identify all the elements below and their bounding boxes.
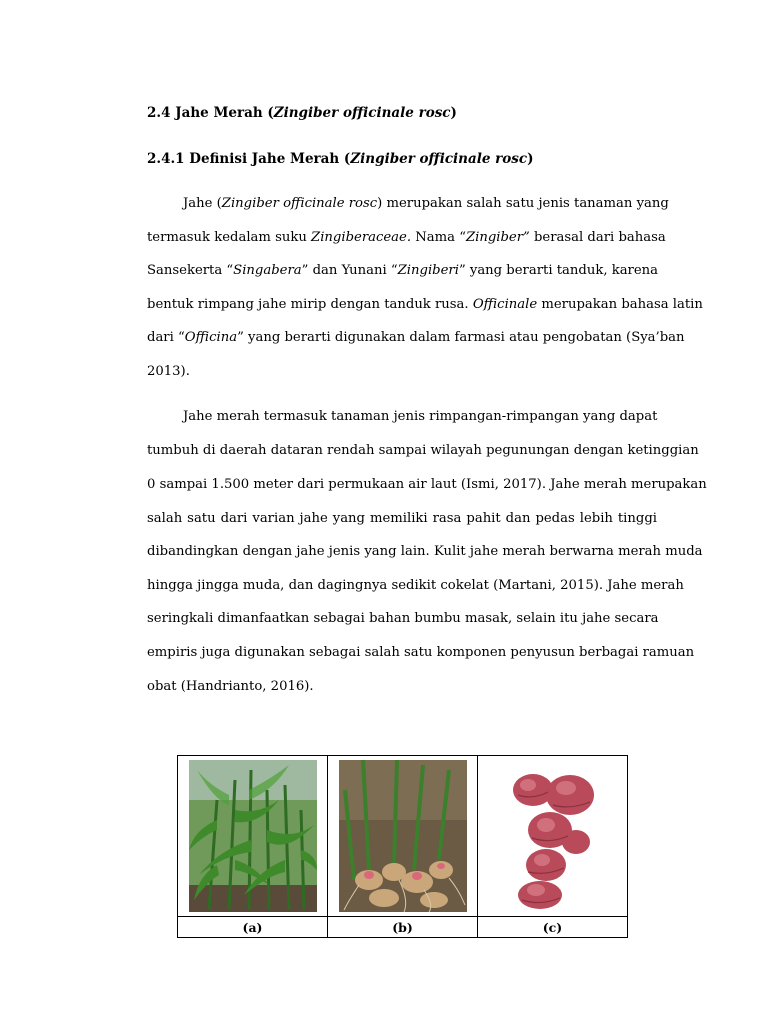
section-number: 2.4 xyxy=(147,105,171,121)
subsection-heading: 2.4.1 Definisi Jahe Merah (Zingiber officinale rosc) xyxy=(147,151,534,167)
figure-cell-c xyxy=(478,756,628,917)
paragraph-2-line: dibandingkan dengan jahe jenis yang lain. Kulit jahe merah berwarna merah muda xyxy=(147,544,703,559)
ginger-rhizome-in-soil-image xyxy=(339,760,467,912)
paragraph-1-line: Sansekerta “Singabera” dan Yunani “Zingiberi” yang berarti tanduk, karena xyxy=(147,263,659,278)
paragraph-1-line: 2013). xyxy=(147,364,190,379)
figure-caption-a: (a) xyxy=(178,917,328,938)
paragraph-1-line: termasuk kedalam suku Zingiberaceae. Nama “Zingiber” berasal dari bahasa xyxy=(147,230,666,245)
red-ginger-rhizome-image xyxy=(498,760,608,912)
figure-table xyxy=(177,755,628,938)
subsection-title: Definisi Jahe Merah xyxy=(189,151,340,167)
figure-caption-b: (b) xyxy=(328,917,478,938)
paragraph-2-line: hingga jingga muda, dan dagingnya sedikit cokelat (Martani, 2015). Jahe merah xyxy=(147,578,684,593)
figure-caption-c: (c) xyxy=(478,917,628,938)
paragraph-1-line: dari “Officina” yang berarti digunakan dalam farmasi atau pengobatan (Sya’ban xyxy=(147,330,685,345)
figure-cell-b xyxy=(328,756,478,917)
paragraph-2-line: seringkali dimanfaatkan sebagai bahan bumbu masak, selain itu jahe secara xyxy=(147,611,659,626)
paragraph-2-line: Jahe merah termasuk tanaman jenis rimpangan-rimpangan yang dapat xyxy=(183,409,658,424)
section-latin-name: Zingiber officinale rosc xyxy=(273,105,451,121)
paragraph-1-line: Jahe (Zingiber officinale rosc) merupakan salah satu jenis tanaman yang xyxy=(183,196,669,211)
paragraph-2-line: obat (Handrianto, 2016). xyxy=(147,679,314,694)
paragraph-2-line: tumbuh di daerah dataran rendah sampai wilayah pegunungan dengan ketinggian xyxy=(147,443,699,458)
figure-cell-a xyxy=(178,756,328,917)
paragraph-2-line: salah satu dari varian jahe yang memiliki rasa pahit dan pedas lebih tinggi xyxy=(147,511,657,526)
paragraph-1-line: bentuk rimpang jahe mirip dengan tanduk rusa. Officinale merupakan bahasa latin xyxy=(147,297,703,312)
paragraph-2-line: empiris juga digunakan sebagai salah satu komponen penyusun berbagai ramuan xyxy=(147,645,695,660)
subsection-number: 2.4.1 xyxy=(147,151,185,167)
section-title: Jahe Merah xyxy=(175,105,263,121)
ginger-plant-leaves-image xyxy=(189,760,317,912)
paragraph-2-line: 0 sampai 1.500 meter dari permukaan air laut (Ismi, 2017). Jahe merah merupakan xyxy=(147,477,707,492)
section-heading: 2.4 Jahe Merah (Zingiber officinale rosc) xyxy=(147,105,457,121)
subsection-latin-name: Zingiber officinale rosc xyxy=(350,151,528,167)
